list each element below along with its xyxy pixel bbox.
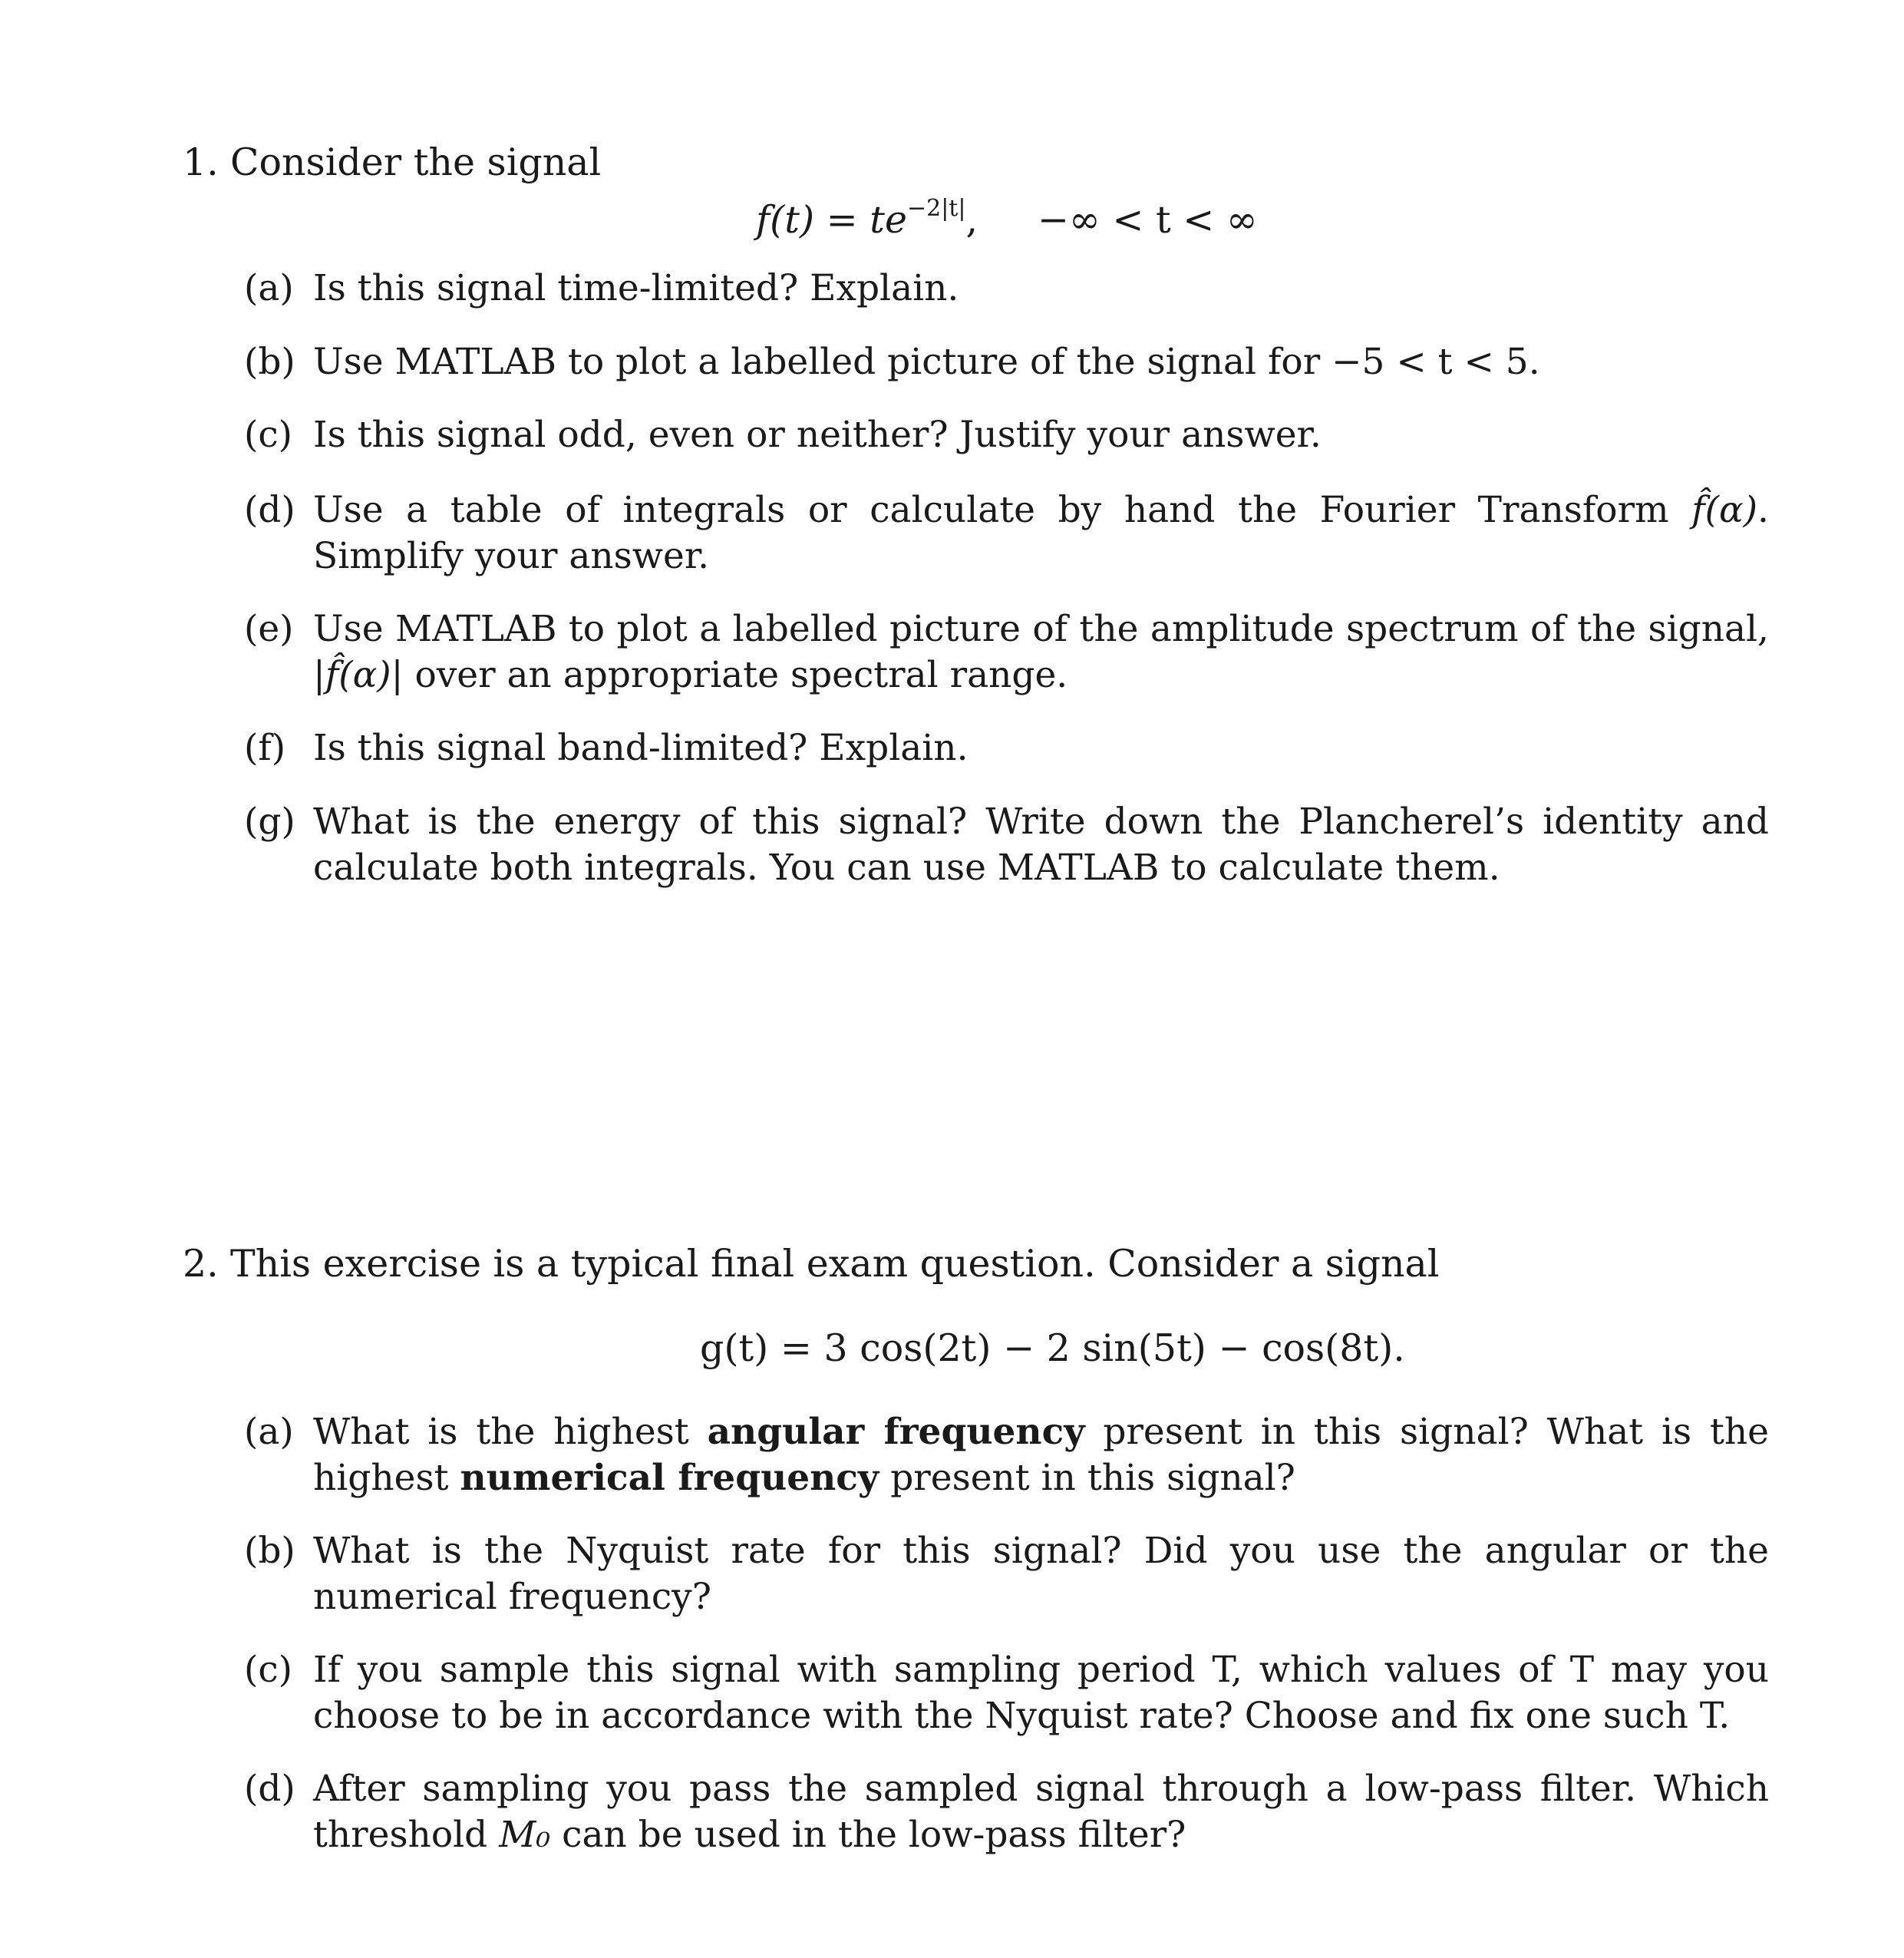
problem-number: 2. [183, 1242, 219, 1286]
item-text: What is the Nyquist rate for this signal? Did you use the angular or the numerical frequency? [313, 1530, 1769, 1618]
item-text-post: can be used in the low-pass filter? [562, 1814, 1186, 1856]
item-text: Use a table of integrals or calculate by hand the Fourier Transform [313, 489, 1669, 531]
equation-exponent: −2|t| [906, 195, 966, 222]
problem-intro: This exercise is a typical final exam question. Consider a signal [230, 1242, 1440, 1286]
item-text: What is the energy of this signal? Write down the Plancherel’s identity and calculate both integrals. You can use MATLAB to calculate them. [313, 801, 1769, 889]
equation-rhs: , −∞ < t < ∞ [965, 198, 1258, 242]
item-label: (b) [244, 1530, 295, 1572]
problem-2-header [183, 1241, 1439, 1287]
item-label: (d) [244, 489, 295, 531]
item-label: (f) [244, 727, 286, 769]
item-text: Use MATLAB to plot a labelled picture of the signal for −5 < t < 5. [313, 341, 1540, 383]
item-text: Is this signal odd, even or neither? Justify your answer. [313, 414, 1322, 456]
item-text: present in this signal? [890, 1457, 1295, 1499]
item-label: (b) [244, 341, 295, 383]
item-text: After sampling you pass the sampled signal through a low-pass filter. Which threshold [313, 1768, 1769, 1856]
item-label: (c) [244, 414, 292, 456]
equation-f [756, 186, 1258, 243]
problem-number: 1. [183, 140, 219, 184]
item-text: What is the highest [313, 1411, 689, 1453]
equation-g [700, 1326, 1405, 1372]
item-label: (c) [244, 1649, 292, 1691]
amplitude-spectrum-symbol: |f̂(α)| [313, 654, 404, 696]
problem-intro: Consider the signal [230, 140, 602, 184]
fourier-transform-symbol: f̂(α) [1691, 489, 1758, 531]
threshold-symbol: M₀ [499, 1814, 551, 1856]
item-text: present in this signal? What is the highest [313, 1411, 1769, 1499]
equation-g-text: g(t) = 3 cos(2t) − 2 sin(5t) − cos(8t). [700, 1326, 1405, 1370]
item-text-post: . Simplify your answer. [313, 489, 1769, 577]
item-text: Is this signal time-limited? Explain. [313, 267, 959, 309]
item-label: (d) [244, 1768, 295, 1810]
problem-1-header [183, 140, 601, 186]
item-text: Use MATLAB to plot a labelled picture of the amplitude spectrum of the signal, [313, 608, 1769, 650]
bold-term-numerical-frequency: numerical frequency [460, 1457, 879, 1499]
item-label: (a) [244, 267, 294, 309]
item-label: (g) [244, 801, 295, 843]
item-text: Is this signal band-limited? Explain. [313, 727, 968, 769]
bold-term-angular-frequency: angular frequency [707, 1411, 1085, 1453]
item-label: (a) [244, 1411, 294, 1453]
equation-lhs: f(t) = te [756, 198, 907, 242]
item-text-post: over an appropriate spectral range. [414, 654, 1068, 696]
item-label: (e) [244, 608, 294, 650]
item-text: If you sample this signal with sampling period T, which values of T may you choose to be in accordance with the Nyquist rate? Choose and fix one such T. [313, 1649, 1769, 1737]
